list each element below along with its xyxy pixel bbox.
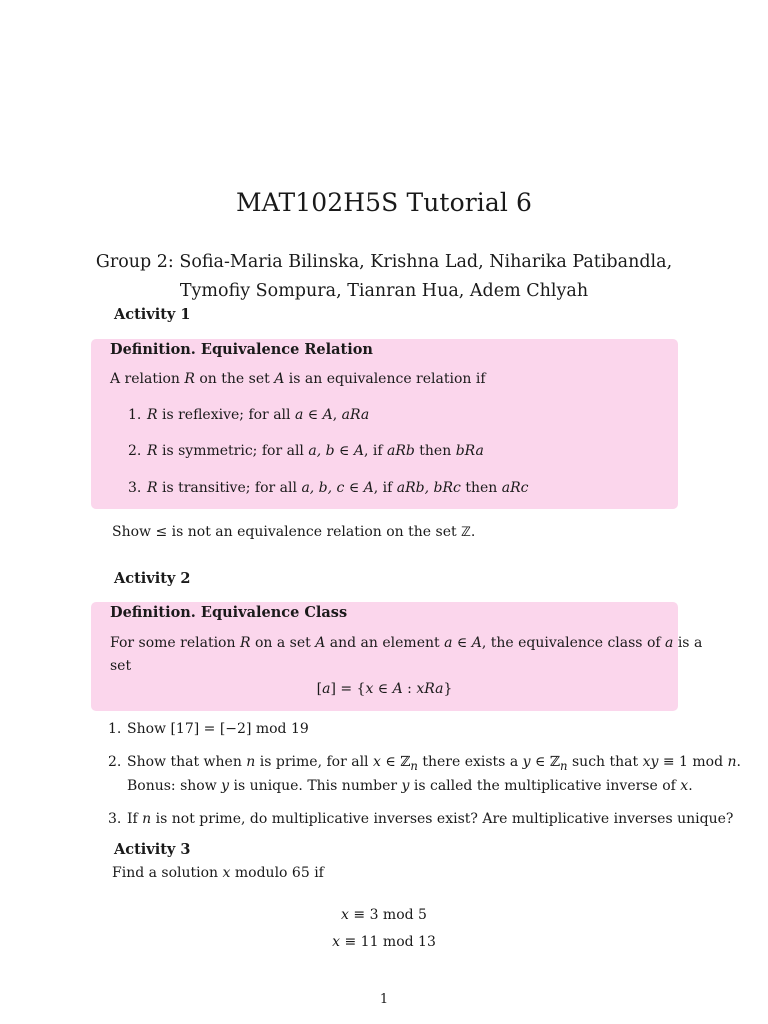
math-var: aRb, bRc	[396, 480, 461, 496]
text-run: .	[470, 524, 476, 540]
math-var: x	[365, 681, 374, 697]
text-run: ≡ 3 mod 5	[348, 907, 427, 923]
text-run: and an element	[325, 635, 445, 651]
integers-symbol: ℤ	[461, 525, 471, 540]
math-var: R	[147, 480, 158, 496]
text-run: A relation	[110, 371, 185, 387]
definition-text-line-1	[110, 635, 702, 651]
text-run: ∈ ℤ	[380, 754, 411, 770]
list-number: 2.	[108, 754, 122, 770]
text-run: is transitive; for all	[157, 480, 302, 496]
text-run: ∈	[452, 635, 472, 651]
text-run: ∈	[334, 443, 354, 459]
text-run: Show [17] = [−2] mod 19	[127, 721, 309, 737]
text-run: , if	[373, 480, 397, 496]
list-item	[108, 754, 741, 773]
text-run: }	[443, 681, 453, 697]
text-run: , the equivalence class of	[481, 635, 666, 651]
list-number: 3.	[128, 480, 142, 496]
text-run: is not prime, do multiplicative inverses exist? Are multiplicative inverses unique?	[151, 811, 734, 827]
math-var: a, b	[308, 443, 335, 459]
page-number: 1	[379, 992, 389, 1007]
text-run: is unique. This number	[229, 778, 402, 794]
math-var: A	[322, 407, 333, 423]
text-run: [	[316, 681, 323, 697]
definition-box-equivalence-class	[91, 602, 703, 711]
authors-line-1: Group 2: Sofia-Maria Bilinska, Krishna Lad, Niharika Patibandla,	[95, 252, 673, 272]
math-var: R	[147, 407, 158, 423]
math-var: A	[392, 681, 403, 697]
math-var: a	[322, 681, 331, 697]
math-var: y	[522, 754, 531, 770]
text-run: Find a solution	[112, 865, 223, 881]
list-item	[108, 811, 733, 827]
math-var: A	[315, 635, 326, 651]
authors-block	[0, 248, 768, 306]
text-run: Show ≤ is not an equivalence relation on the set	[112, 524, 462, 540]
math-var: xy	[642, 754, 659, 770]
text-run: modulo 65 if	[230, 865, 324, 881]
math-var: aRc	[501, 480, 529, 496]
list-item	[128, 407, 369, 423]
math-var: a	[294, 407, 304, 423]
text-run: is reflexive; for all	[157, 407, 295, 423]
text-run: Bonus: show	[127, 778, 222, 794]
text-run: on a set	[250, 635, 316, 651]
page-title: MAT102H5S Tutorial 6	[235, 188, 533, 217]
math-var: y	[401, 778, 410, 794]
math-var: n	[246, 754, 256, 770]
equivalence-class-formula	[91, 681, 678, 697]
list-item	[128, 480, 528, 496]
text-run: then	[460, 480, 502, 496]
list-item-continuation	[127, 778, 693, 794]
math-var: xRa	[416, 681, 444, 697]
math-var: bRa	[455, 443, 484, 459]
list-number: 2.	[128, 443, 142, 459]
math-var: x	[373, 754, 381, 770]
authors-line-2: Tymofiy Sompura, Tianran Hua, Adem Chlyah	[179, 281, 589, 301]
math-var: x	[222, 865, 231, 881]
activity-1-task	[112, 524, 475, 540]
text-run: then	[414, 443, 456, 459]
text-run: ∈ ℤ	[530, 754, 561, 770]
math-var: R	[147, 443, 158, 459]
text-run: :	[402, 681, 417, 697]
math-var: x	[680, 778, 689, 794]
math-var: y	[221, 778, 230, 794]
text-run: is an equivalence relation if	[284, 371, 486, 387]
definition-intro	[110, 371, 486, 387]
math-var: A	[471, 635, 482, 651]
math-var: x	[341, 907, 349, 923]
math-var: a	[444, 635, 453, 651]
congruence-equation-1	[0, 907, 768, 923]
text-run: ,	[332, 407, 342, 423]
math-var: A	[353, 443, 364, 459]
math-var: aRb	[386, 443, 415, 459]
text-run: ∈	[303, 407, 323, 423]
math-var: n	[727, 754, 737, 770]
list-item	[128, 443, 484, 459]
activity-3-heading: Activity 3	[114, 841, 191, 858]
congruence-equation-2	[0, 934, 768, 950]
text-run: .	[736, 754, 741, 770]
text-run: is prime, for all	[255, 754, 373, 770]
math-var: R	[184, 371, 195, 387]
text-run: is a	[673, 635, 703, 651]
math-var: aRa	[341, 407, 370, 423]
definition-text-line-2: set	[110, 658, 132, 674]
math-var: R	[239, 635, 251, 651]
math-var: a	[665, 635, 674, 651]
text-run: ] = {	[330, 681, 366, 697]
text-run: ≡ 11 mod 13	[340, 934, 436, 950]
text-run: ∈	[373, 681, 393, 697]
activity-2-heading: Activity 2	[114, 570, 191, 587]
text-run: If	[127, 811, 143, 827]
math-var: n	[142, 811, 152, 827]
math-subscript: n	[560, 758, 568, 773]
math-var: A	[274, 371, 285, 387]
list-number: 1.	[108, 721, 122, 737]
text-run: is called the multiplicative inverse of	[409, 778, 681, 794]
list-number: 3.	[108, 811, 122, 827]
text-run: .	[688, 778, 693, 794]
definition-box-equivalence-relation	[91, 339, 678, 509]
math-var: a, b, c	[301, 480, 345, 496]
activity-3-intro	[112, 865, 324, 881]
text-run: is symmetric; for all	[157, 443, 309, 459]
text-run: there exists a	[417, 754, 523, 770]
text-run: ∈	[344, 480, 364, 496]
text-run: For some relation	[110, 635, 240, 651]
text-run: , if	[363, 443, 387, 459]
math-var: x	[332, 934, 341, 950]
text-run: ≡ 1 mod	[658, 754, 728, 770]
activity-1-heading: Activity 1	[114, 306, 191, 323]
math-var: A	[363, 480, 374, 496]
list-item	[108, 721, 309, 737]
text-run: such that	[567, 754, 643, 770]
definition-title: Definition. Equivalence Relation	[110, 341, 373, 358]
definition-title: Definition. Equivalence Class	[110, 604, 348, 621]
math-subscript: n	[410, 758, 418, 773]
list-number: 1.	[128, 407, 142, 423]
text-run: on the set	[194, 371, 275, 387]
text-run: Show that when	[127, 754, 247, 770]
